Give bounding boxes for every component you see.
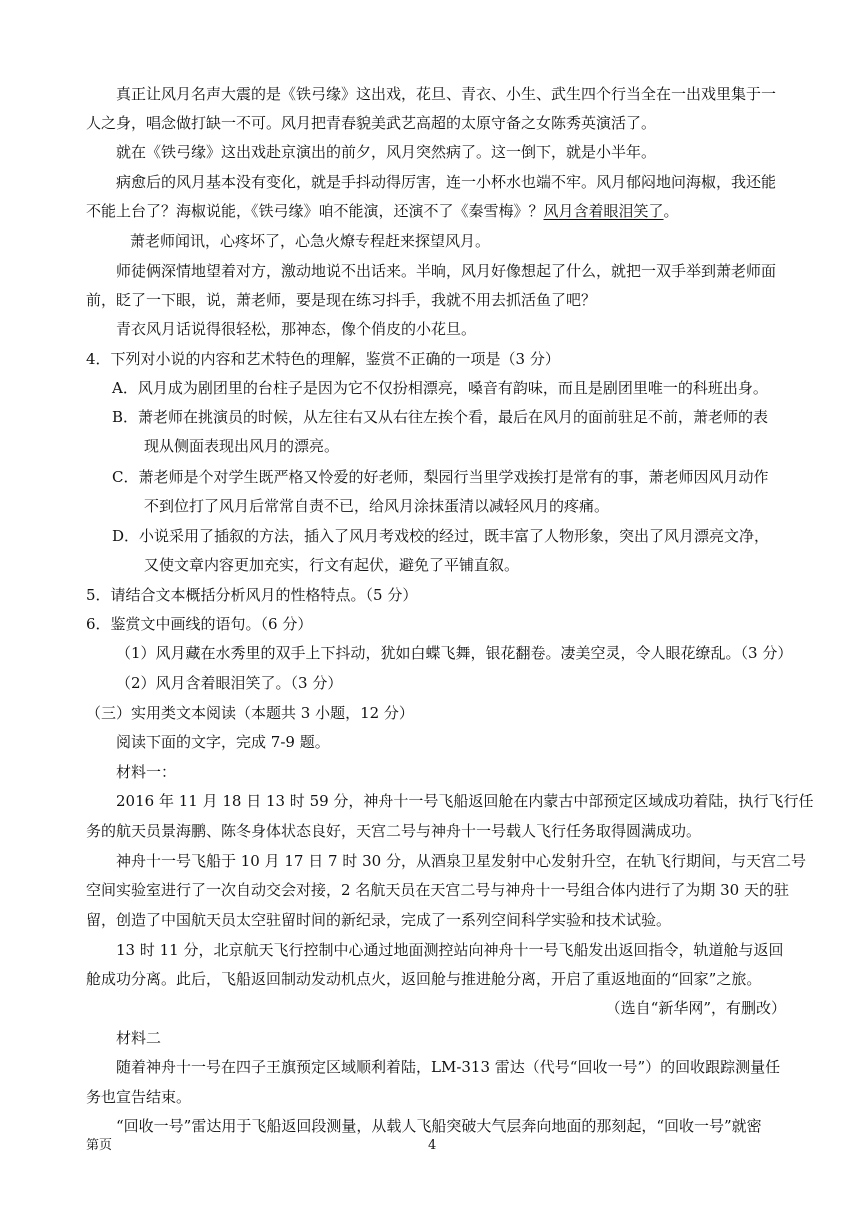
material-1-paragraph-3-line-2: 舱成功分离。此后，飞船返回制动发动机点火，返回舱与推进舱分离，开启了重返地面的“回家”之旅。 — [86, 970, 762, 988]
question-4-option-a: A．风月成为剧团里的台柱子是因为它不仅扮相漂亮，嗓音有韵味，而且是剧团里唯一的科班出身。 — [112, 379, 768, 397]
question-6-stem: 6．鉴赏文中画线的语句。（6 分） — [86, 615, 313, 633]
material-1-paragraph-2-line-2: 空间实验室进行了一次自动交会对接，2 名航天员在天宫二号与神舟十一号组合体内进行了为期 30 天的驻 — [86, 881, 789, 899]
material-1-paragraph-1-line-1: 2016 年 11 月 18 日 13 时 59 分，神舟十一号飞船返回舱在内蒙古中部预定区域成功着陆，执行飞行任 — [116, 792, 814, 810]
material-2-title: 材料二 — [116, 1029, 162, 1047]
story-paragraph-2: 就在《铁弓缘》这出戏赴京演出的前夕，风月突然病了。这一倒下，就是小半年。 — [116, 143, 657, 161]
section-3-instruction: 阅读下面的文字，完成 7-9 题。 — [116, 733, 330, 751]
question-4-option-c-line-1: C．萧老师是个对学生既严格又怜爱的好老师，梨园行当里学戏挨打是常有的事，萧老师因风月动作 — [112, 468, 769, 486]
question-4-stem: 4．下列对小说的内容和艺术特色的理解，鉴赏不正确的一项是（3 分） — [86, 350, 560, 368]
story-paragraph-1-line-2: 人之身，唱念做打缺一不可。风月把青春貌美武艺高超的太原守备之女陈秀英演活了。 — [86, 114, 657, 132]
question-4-option-d-line-1: D．小说采用了插叙的方法，插入了风月考戏校的经过，既丰富了人物形象，突出了风月漂亮文净， — [112, 527, 770, 545]
story-paragraph-6: 青衣风月话说得很轻松，那神态，像个俏皮的小花旦。 — [116, 320, 477, 338]
page-number: 4 — [428, 1138, 437, 1153]
story-paragraph-5-line-2: 前，眨了一下眼，说，萧老师，要是现在练习抖手，我就不用去抓活鱼了吧？ — [86, 291, 597, 309]
material-1-paragraph-1-line-2: 务的航天员景海鹏、陈冬身体状态良好，天宫二号与神舟十一号载人飞行任务取得圆满成功。 — [86, 822, 702, 840]
material-1-paragraph-2-line-3: 留，创造了中国航天员太空驻留时间的新纪录，完成了一系列空间科学实验和技术试验。 — [86, 911, 672, 929]
material-2-paragraph-1-line-2: 务也宣告结束。 — [86, 1088, 192, 1106]
story-paragraph-3-line-2 — [86, 201, 786, 221]
story-paragraph-3-end: 。 — [663, 202, 679, 220]
material-2-paragraph-1-line-1: 随着神舟十一号在四子王旗预定区域顺利着陆，LM-313 雷达（代号“回收一号”）的回收跟踪测量任 — [116, 1058, 781, 1076]
story-paragraph-3-text: 不能上台了？海椒说能，《铁弓缘》咱不能演，还演不了《秦雪梅》？ — [86, 202, 544, 220]
material-1-paragraph-2-line-1: 神舟十一号飞船于 10 月 17 日 7 时 30 分，从酒泉卫星发射中心发射升空，在轨飞行期间，与天宫二号 — [116, 852, 806, 870]
question-6-sub-1: （1）风月藏在水秀里的双手上下抖动，犹如白蝶飞舞，银花翻卷。凄美空灵，令人眼花缭乱。（3 分） — [116, 644, 793, 662]
material-1-paragraph-3-line-1: 13 时 11 分，北京航天飞行控制中心通过地面测控站向神舟十一号飞船发出返回指令，轨道舱与返回 — [116, 941, 784, 959]
page-footer-label: 第页 — [86, 1138, 113, 1153]
question-5: 5．请结合文本概括分析风月的性格特点。（5 分） — [86, 586, 418, 604]
question-4-option-d-line-2: 又使文章内容更加充实，行文有起伏，避免了平铺直叙。 — [144, 556, 520, 574]
story-paragraph-1-line-1: 真正让风月名声大震的是《铁弓缘》这出戏，花旦、青衣、小生、武生四个行当全在一出戏里集于一 — [116, 85, 777, 103]
question-6-sub-2: （2）风月含着眼泪笑了。（3 分） — [116, 674, 343, 692]
question-4-option-c-line-2: 不到位打了风月后常常自责不已，给风月涂抹蛋清以减轻风月的疼痛。 — [144, 497, 610, 515]
question-4-option-b-line-1: B．萧老师在挑演员的时候，从左往右又从右往左挨个看，最后在风月的面前驻足不前，萧老师的表 — [112, 408, 769, 426]
material-2-paragraph-2-line-1: “回收一号”雷达用于飞船返回段测量，从载人飞船突破大气层奔向地面的那刻起，“回收一号”就密 — [116, 1117, 762, 1135]
material-1-source: （选自“新华网”，有删改） — [605, 999, 786, 1017]
story-paragraph-5-line-1: 师徒俩深情地望着对方，激动地说不出话来。半晌，风月好像想起了什么，就把一双手举到萧老师面 — [116, 262, 777, 280]
story-paragraph-4: 萧老师闻讯，心疼坏了，心急火燎专程赶来探望风月。 — [130, 232, 491, 250]
section-3-heading: （三）实用类文本阅读（本题共 3 小题，12 分） — [86, 704, 414, 722]
material-1-title: 材料一： — [116, 763, 177, 781]
story-paragraph-3-line-1: 病愈后的风月基本没有变化，就是手抖动得厉害，连一小杯水也端不牢。风月郁闷地问海椒，我还能 — [116, 173, 777, 191]
question-4-option-b-line-2: 现从侧面表现出风月的漂亮。 — [144, 437, 340, 455]
underlined-sentence: 风月含着眼泪笑了 — [543, 202, 664, 220]
